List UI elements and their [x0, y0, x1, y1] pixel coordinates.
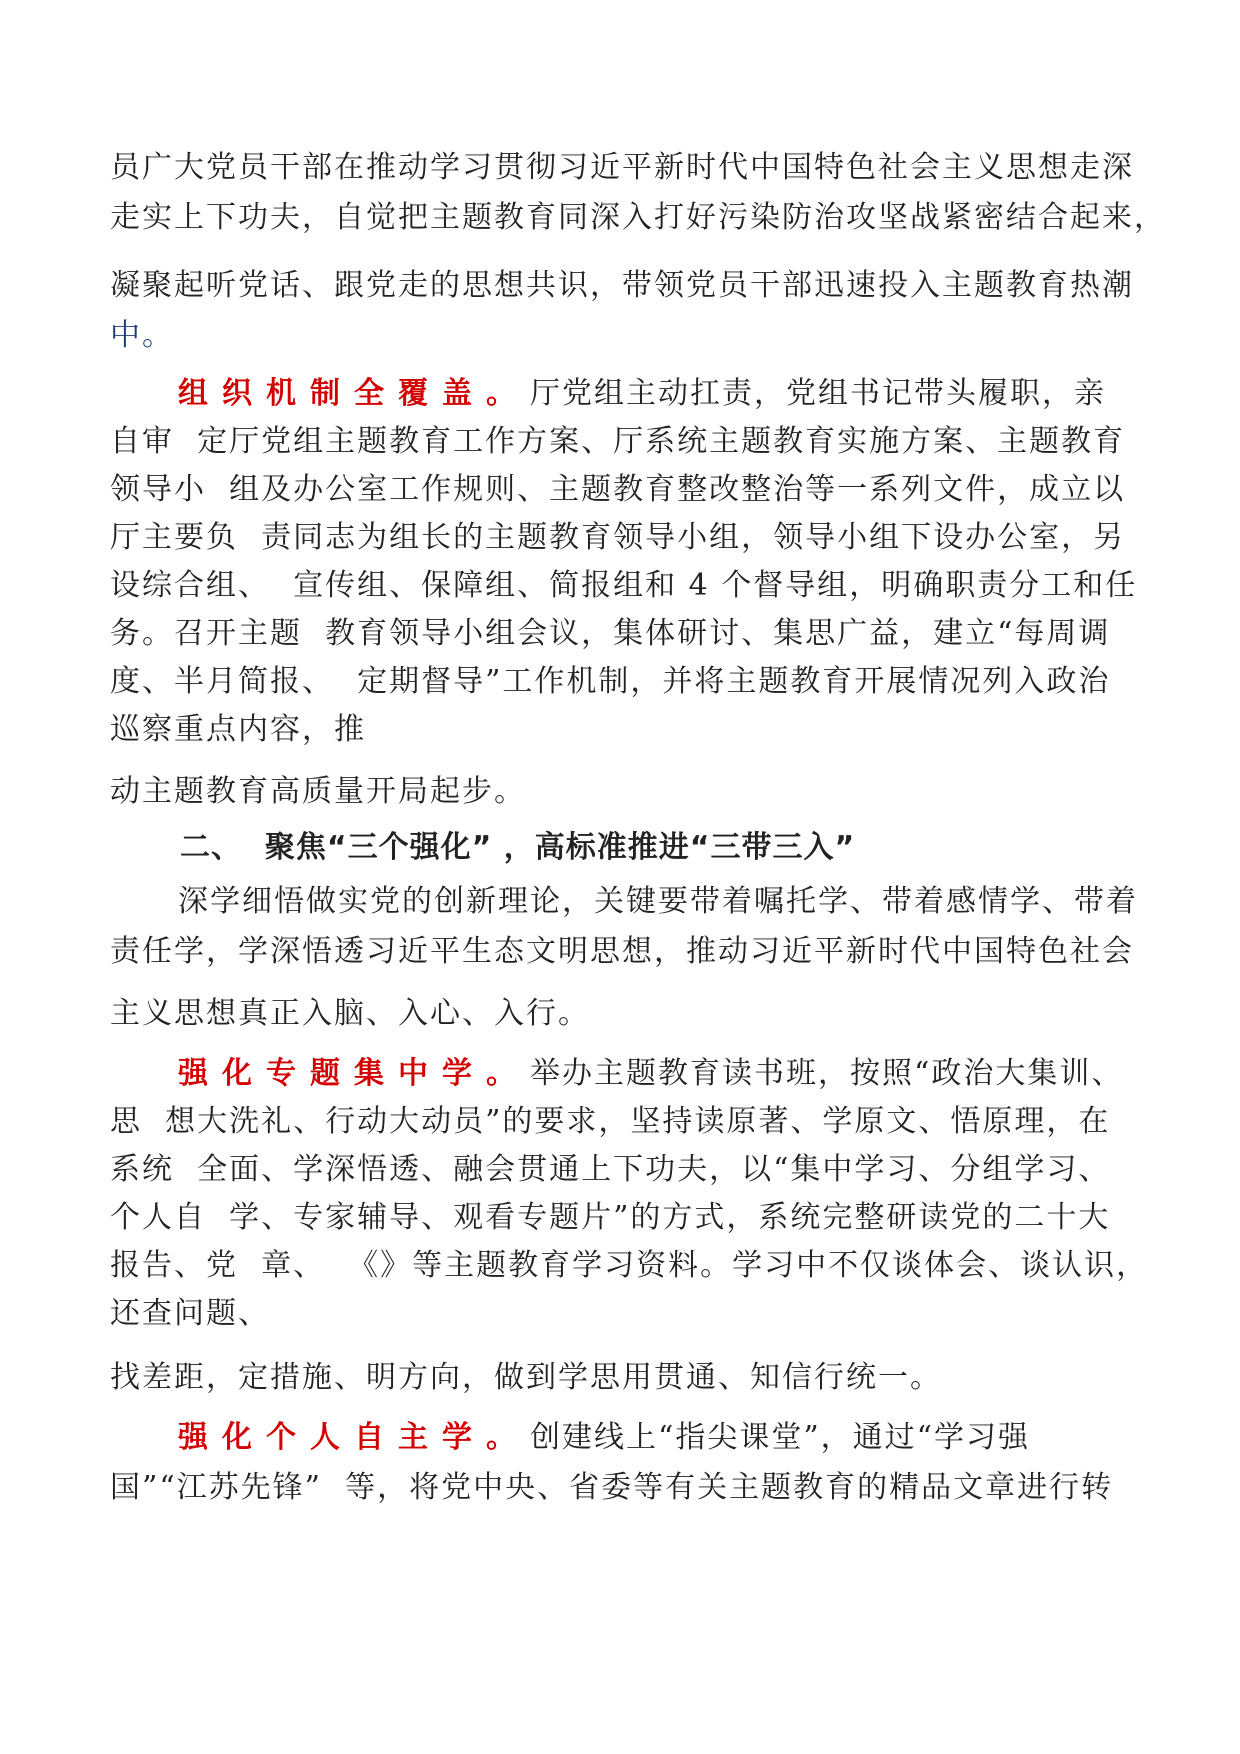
line-text: 动主题教育高质量开局起步。: [110, 774, 526, 809]
line-text: 报告、党 章、 《》等主题教育学习资料。学习中不仅谈体会、谈认识，: [110, 1248, 1149, 1283]
body-line: [110, 468, 1125, 512]
line-text: 走实上下功夫，自觉把主题教育同深入打好污染防治攻坚战紧密结合起来，: [110, 200, 1166, 235]
section-paragraph-self-study: [178, 1416, 1030, 1460]
body-line: [110, 708, 366, 752]
line-text: 还查问题、: [110, 1296, 270, 1331]
body-line: [110, 660, 1110, 704]
red-lead-heading: 强化个人自主学。: [178, 1420, 530, 1455]
line-text: 主义思想真正入脑、入心、入行。: [110, 996, 590, 1031]
line-text: 凝聚起听党话、跟党走的思想共识，带领党员干部迅速投入主题教育热潮: [110, 268, 1134, 303]
line-text: 领导小 组及办公室工作规则、主题教育整改整治等一系列文件，成立以: [110, 472, 1126, 507]
section-paragraph-organization: [178, 372, 1106, 416]
red-lead-heading: 强化专题集中学。: [178, 1056, 530, 1091]
line-text: 度、半月简报、 定期督导”工作机制，并将主题教育开展情况列入政治: [110, 664, 1111, 699]
body-line: [110, 612, 1110, 656]
body-line: [110, 1466, 1113, 1510]
body-line: [110, 420, 1125, 464]
line-text: 厅党组主动扛责，党组书记带头履职，亲: [530, 376, 1106, 411]
body-line: [110, 770, 526, 814]
line-text: 设综合组、 宣传组、保障组、简报组和 4 个督导组，明确职责分工和任: [110, 568, 1138, 603]
line-text: 个人自 学、专家辅导、观看专题片”的方式，系统完整研读党的二十大: [110, 1200, 1111, 1235]
body-line: [110, 1148, 1110, 1192]
body-line: [110, 264, 1134, 308]
line-text: 责任学，学深悟透习近平生态文明思想，推动习近平新时代中国特色社会: [110, 934, 1134, 969]
section-paragraph-study: [178, 1052, 1123, 1096]
red-lead-heading: 组织机制全覆盖。: [178, 376, 530, 411]
body-line: [110, 930, 1134, 974]
body-line: [110, 1100, 1110, 1144]
line-text: 国”“江苏先锋” 等，将党中央、省委等有关主题教育的精品文章进行转: [110, 1470, 1114, 1505]
line-text: 员广大党员干部在推动学习贯彻习近平新时代中国特色社会主义思想走深: [110, 150, 1134, 185]
body-line-indented: [178, 880, 1138, 924]
body-line: [110, 992, 590, 1036]
body-line: [110, 196, 1166, 240]
line-text: 系统 全面、学深悟透、融会贯通上下功夫，以“集中学习、分组学习、: [110, 1152, 1111, 1187]
line-text: 创建线上“指尖课堂”，通过“学习强: [530, 1420, 1031, 1455]
body-line: [110, 516, 1125, 560]
line-text: 务。召开主题 教育领导小组会议，集体研讨、集思广益，建立“每周调: [110, 616, 1111, 651]
section-heading-two: [180, 826, 855, 870]
body-line: [110, 1356, 942, 1400]
heading-text: 二、 聚焦“三个强化” ，高标准推进“三带三入”: [180, 830, 856, 865]
body-line: [110, 1196, 1110, 1240]
line-text: 举办主题教育读书班，按照“政治大集训、: [530, 1056, 1124, 1091]
body-line: [110, 1244, 1148, 1288]
body-line: [110, 1292, 270, 1336]
line-text: 自审 定厅党组主题教育工作方案、厅系统主题教育实施方案、主题教育: [110, 424, 1126, 459]
body-line: [110, 314, 174, 358]
line-text: 巡察重点内容，推: [110, 712, 366, 747]
line-text: 找差距，定措施、明方向，做到学思用贯通、知信行统一。: [110, 1360, 942, 1395]
line-text: 厅主要负 责同志为组长的主题教育领导小组，领导小组下设办公室，另: [110, 520, 1126, 555]
body-line: [110, 146, 1134, 190]
body-line: [110, 564, 1137, 608]
line-text: 中。: [110, 318, 174, 353]
line-text: 深学细悟做实党的创新理论，关键要带着嘱托学、带着感情学、带着: [178, 884, 1138, 919]
line-text: 思 想大洗礼、行动大动员”的要求，坚持读原著、学原文、悟原理，在: [110, 1104, 1111, 1139]
